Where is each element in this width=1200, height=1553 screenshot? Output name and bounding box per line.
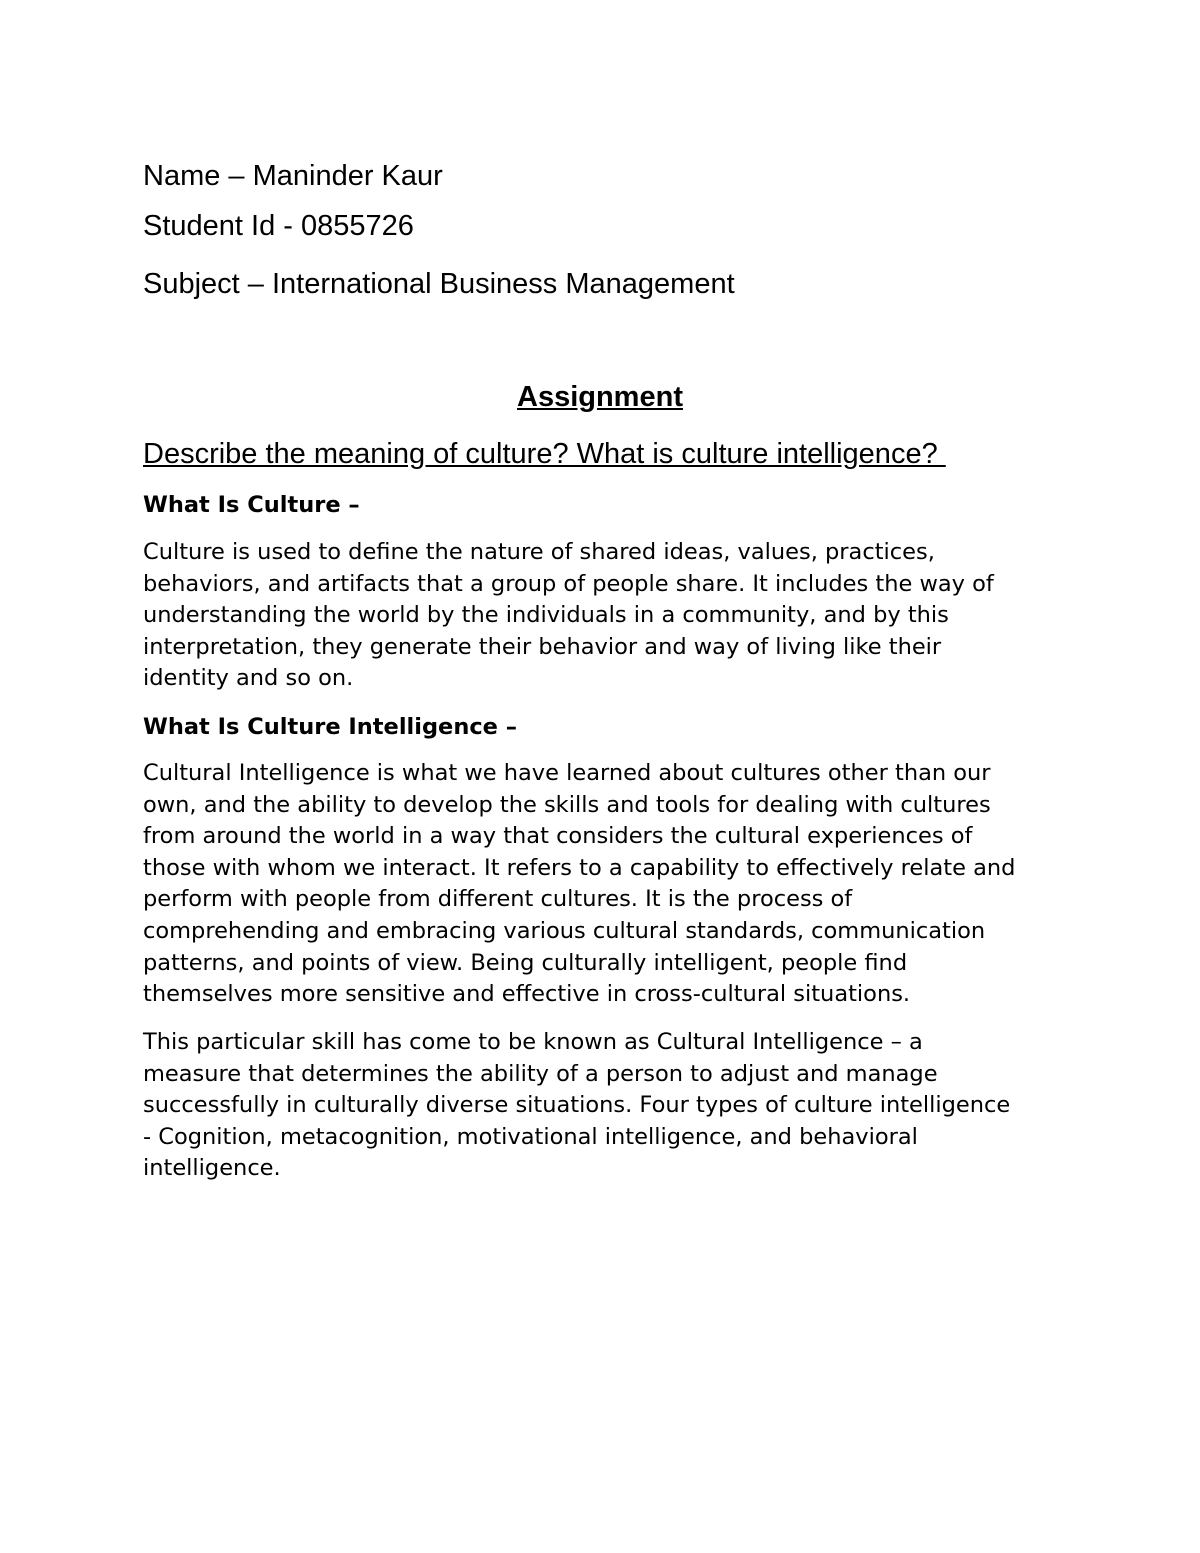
paragraph-line: intelligence. [143, 1155, 281, 1182]
student-id: Student Id - 0855726 [143, 210, 414, 242]
paragraph-line: own, and the ability to develop the skills and tools for dealing with cultures [143, 791, 991, 818]
assignment-question: Describe the meaning of culture? What is culture intelligence? [143, 438, 946, 470]
student-name: Name – Maninder Kaur [143, 160, 443, 192]
paragraph-line: behaviors, and artifacts that a group of people share. It includes the way of [143, 570, 994, 597]
paragraph-line: Culture is used to define the nature of shared ideas, values, practices, [143, 539, 935, 565]
subject-line: Subject – International Business Management [143, 268, 735, 300]
paragraph-line: - Cognition, metacognition, motivational intelligence, and behavioral [143, 1123, 918, 1150]
section-heading-culture: What Is Culture – [143, 492, 360, 518]
paragraph-line: interpretation, they generate their behavior and way of living like their [143, 633, 942, 660]
section-heading-culture-intelligence: What Is Culture Intelligence – [143, 714, 518, 740]
paragraph-line: identity and so on. [143, 665, 354, 692]
paragraph-line: themselves more sensitive and effective in cross-cultural situations. [143, 981, 911, 1008]
paragraph-culture-intelligence [143, 758, 1063, 1011]
paragraph-line: perform with people from different cultures. It is the process of [143, 886, 853, 913]
paragraph-line: those with whom we interact. It refers to a capability to effectively relate and [143, 854, 1016, 881]
paragraph-line: patterns, and points of view. Being culturally intelligent, people find [143, 949, 908, 976]
paragraph-line: successfully in culturally diverse situations. Four types of culture intelligence [143, 1092, 1011, 1119]
paragraph-line: from around the world in a way that considers the cultural experiences of [143, 823, 973, 850]
paragraph-line: comprehending and embracing various cultural standards, communication [143, 917, 986, 944]
assignment-title: Assignment [517, 381, 683, 413]
paragraph-line: Cultural Intelligence is what we have learned about cultures other than our [143, 760, 991, 786]
paragraph-line: understanding the world by the individuals in a community, and by this [143, 602, 949, 629]
paragraph-line: measure that determines the ability of a person to adjust and manage [143, 1060, 938, 1087]
paragraph-four-types [143, 1027, 1063, 1185]
paragraph-culture [143, 537, 1063, 695]
paragraph-line: This particular skill has come to be known as Cultural Intelligence – a [143, 1029, 923, 1055]
